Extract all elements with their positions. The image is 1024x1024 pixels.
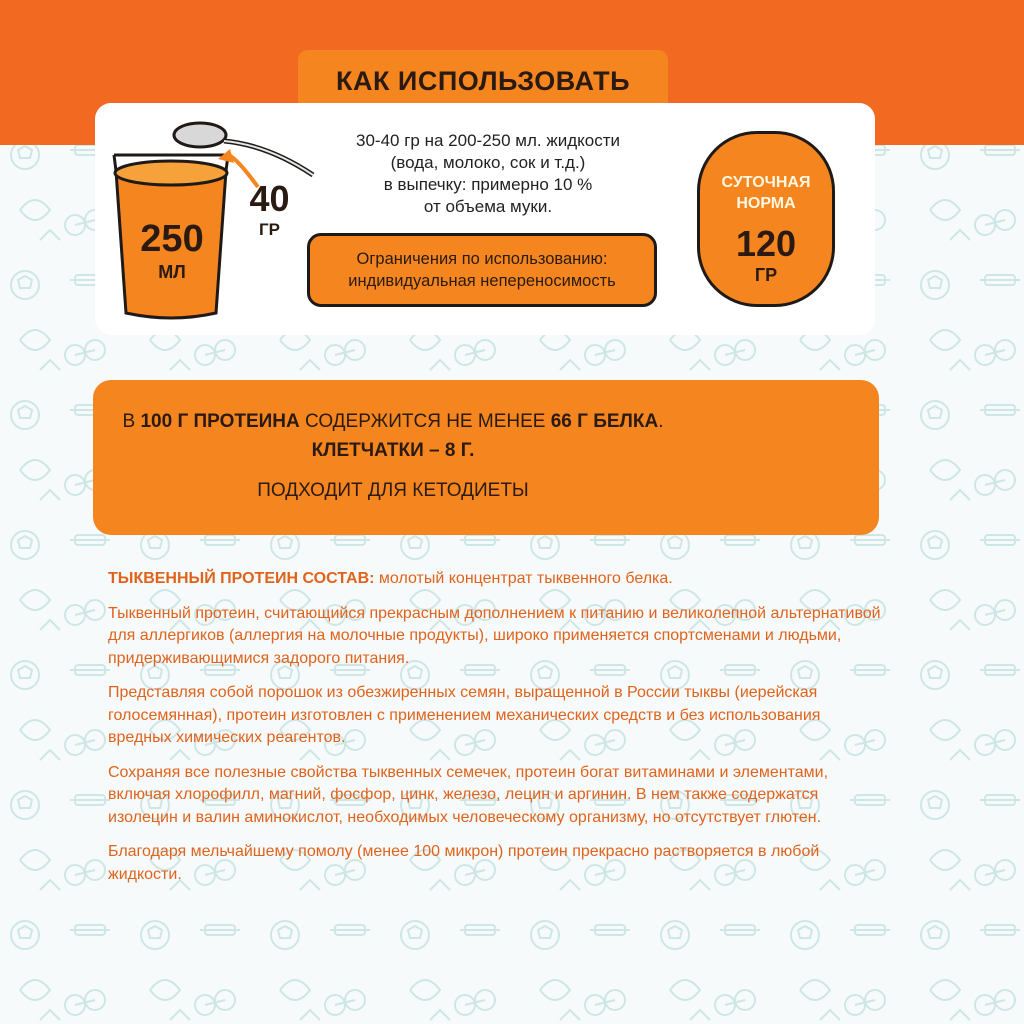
daily-norm-badge	[697, 131, 835, 307]
daily-norm-unit: ГР	[754, 265, 778, 285]
spoon-amount: 40	[249, 178, 290, 219]
instruction-line: (вода, молоко, сок и т.д.)	[390, 153, 586, 172]
spoon-unit: ГР	[259, 220, 280, 239]
daily-norm-label-line: СУТОЧНАЯ	[721, 174, 811, 191]
daily-norm-label-line: НОРМА	[736, 195, 796, 212]
glass-unit: МЛ	[158, 262, 186, 282]
composition-paragraph: ТЫКВЕННЫЙ ПРОТЕИН СОСТАВ: молотый концентрат тыквенного белка.	[108, 570, 673, 587]
daily-norm-label	[700, 172, 832, 214]
instruction-line: в выпечку: примерно 10 %	[383, 175, 593, 194]
description-paragraph: Тыквенный протеин, считающийся прекрасным дополнением к питанию и великолепной альтернативой для аллергиков (аллергия на молочные продукты), широко применяется спортсменами и людьми, придерживающимися задорого питания.	[108, 604, 881, 667]
glass-amount: 250	[140, 218, 204, 260]
daily-norm-amount: 120	[735, 223, 797, 264]
page-title: КАК ИСПОЛЬЗОВАТЬ	[335, 65, 631, 96]
product-description	[108, 568, 888, 898]
restrictions-title: Ограничения по использованию:	[356, 250, 608, 268]
description-paragraph: Сохраняя все полезные свойства тыквенных семечек, протеин богат витаминами и элементами, включая хлорофилл, магний, фосфор, цинк, железо, лецин и аргинин. В нем также содержатся изолецин и валин аминокислот, необходимых человеческому организму, но отсутствует глютен.	[108, 763, 829, 826]
description-paragraph: Представляя собой порошок из обезжиренных семян, выращенной в России тыквы (иерейская голосемянная), протеин изготовлен с применением механических средств и без использования вредных химических реагентов.	[108, 684, 821, 746]
fiber-content-line: КЛЕТЧАТКИ – 8 Г.	[311, 440, 475, 461]
instruction-line: от объема муки.	[423, 197, 553, 216]
usage-instructions	[318, 130, 658, 218]
instruction-line: 30-40 гр на 200-250 мл. жидкости	[356, 131, 620, 150]
restrictions-value: индивидуальная непереносимость	[348, 272, 616, 290]
keto-line: ПОДХОДИТ ДЛЯ КЕТОДИЕТЫ	[257, 480, 529, 501]
description-paragraph: Благодаря мельчайшему помолу (менее 100 микрон) протеин прекрасно растворяется в любой жидкости.	[108, 843, 820, 883]
restrictions-box	[307, 233, 657, 307]
protein-content-line: В 100 Г ПРОТЕИНА СОДЕРЖИТСЯ НЕ МЕНЕЕ 66 Г БЕЛКА.	[122, 411, 664, 432]
